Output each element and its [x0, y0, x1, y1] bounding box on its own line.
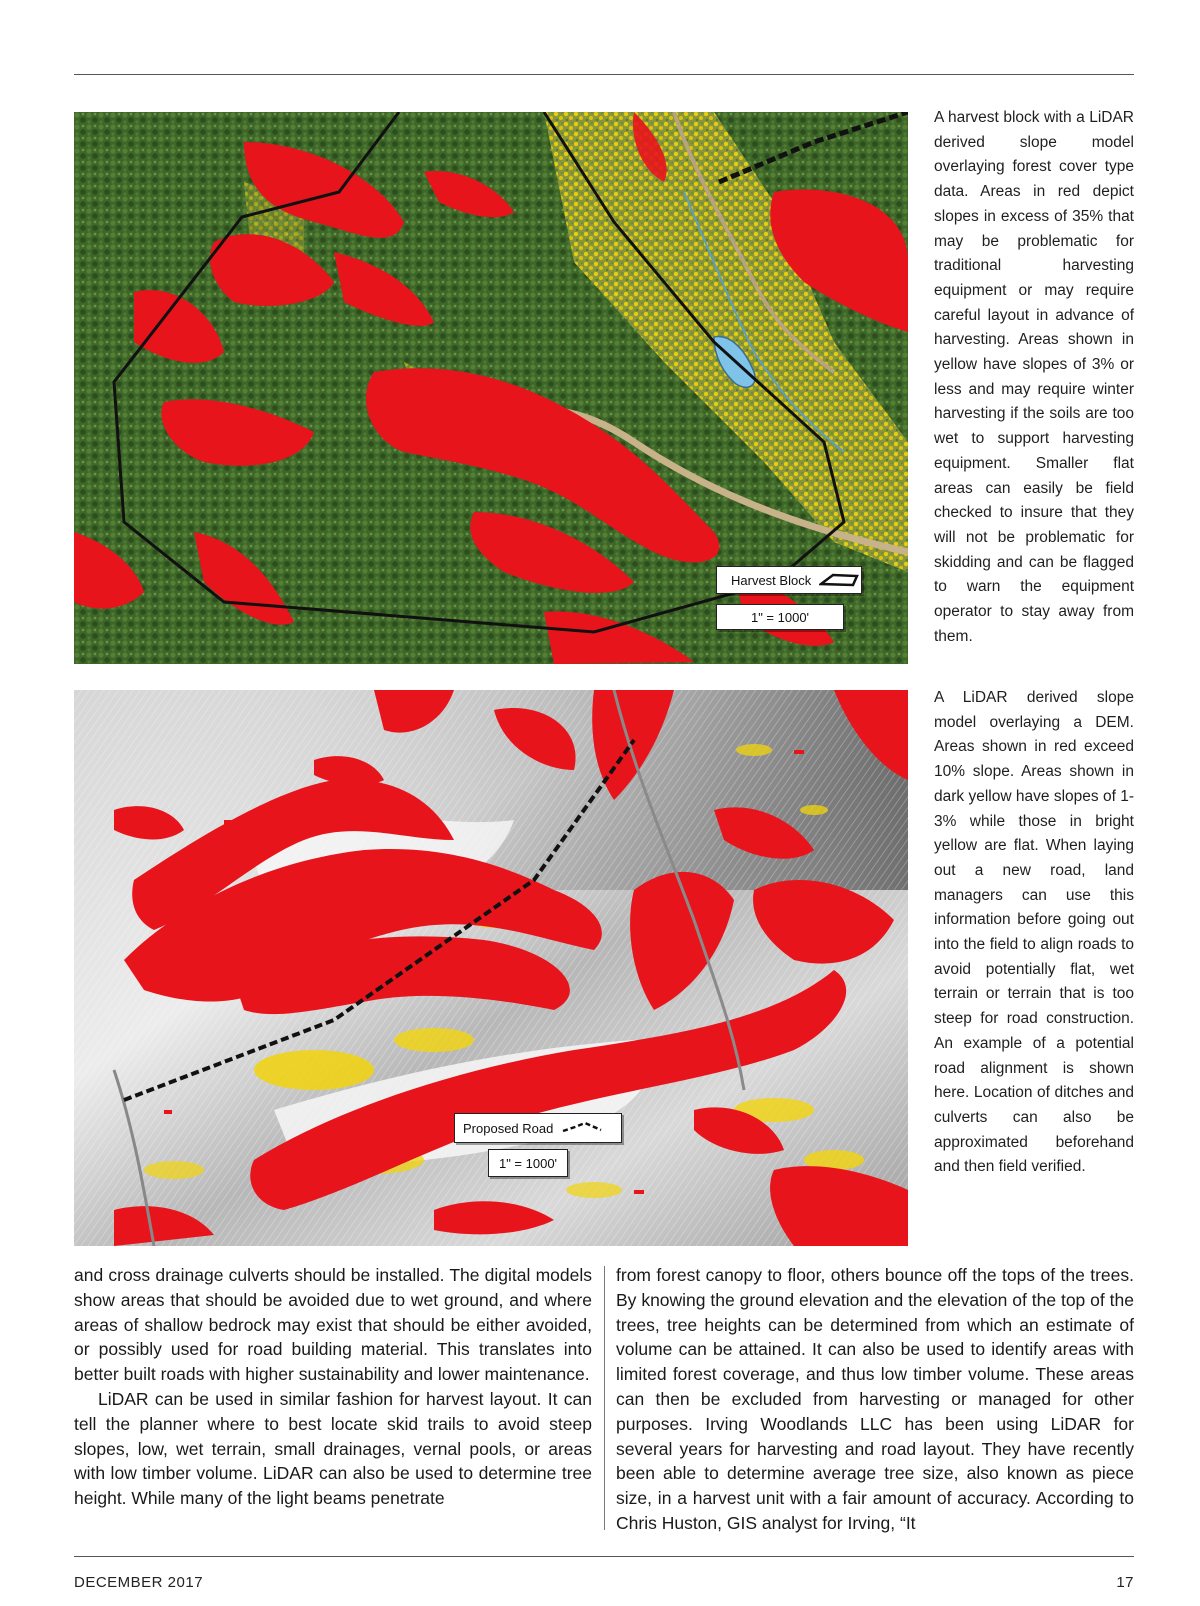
issue-date: DECEMBER 2017 [74, 1574, 204, 1591]
column-divider [604, 1266, 605, 1530]
body-column-left [74, 1263, 592, 1511]
body-left-paragraph-1: and cross drainage culverts should be installed. The digital models show areas that should be avoided due to wet ground, and where areas of shallow bedrock may exist that should be either avoided, or possibly used for road building material. This translates into better built roads with higher sustainability and lower maintenance. [74, 1265, 592, 1385]
harvest-block-legend-symbol [819, 573, 859, 587]
dem-slope-caption: A LiDAR derived slope model overlaying a DEM. Areas shown in red exceed 10% slope. Areas shown in dark yellow have slopes of 1-3% while those in bright yellow are flat. When laying out a new road, land managers can use this information before going out into the field to align roads to avoid potentially flat, wet terrain or terrain that is too steep for road construction. An example of a potential road alignment is shown here. Location of ditches and culverts can also be approximated beforehand and then field verified. [934, 689, 1134, 1176]
header-rule [74, 74, 1134, 75]
footer-rule [74, 1556, 1134, 1557]
harvest-block-caption: A harvest block with a LiDAR derived slope model overlaying forest cover type data. Areas in red depict slopes in excess of 35% that may be problematic for traditional harvesting equipment or may require careful layout in advance of harvesting. Areas shown in yellow have slopes of 3% or less and may require winter harvesting if the soils are too wet to support harvesting equipment. Smaller flat areas can easily be field checked to insure that they will not be problematic for skidding and can be flagged to warn the equipment operator to stay away from them. [934, 109, 1134, 645]
body-right-paragraph-1: from forest canopy to floor, others bounce off the tops of the trees. By knowing the ground elevation and the elevation of the top of the trees, tree heights can be determined from which an estimate of volume can be attained. It can also be used to identify areas with limited forest coverage, and thus low timber volume. These areas can then be excluded from harvesting or managed for other purposes. Irving Woodlands LLC has been using LiDAR for several years for harvesting and road layout. They have recently been able to determine average tree size, also known as piece size, in a harvest unit with a fair amount of accuracy. According to Chris Huston, GIS analyst for Irving, “It [616, 1265, 1134, 1533]
body-column-right [616, 1263, 1134, 1536]
harvest-block-legend [716, 566, 862, 594]
page-number: 17 [1116, 1574, 1134, 1591]
harvest-block-scale-label: 1" = 1000' [750, 609, 810, 625]
proposed-road-scale-label: 1" = 1000' [498, 1155, 558, 1171]
proposed-road-legend-symbol [561, 1121, 605, 1135]
proposed-road-legend [454, 1113, 622, 1143]
proposed-road-scale [488, 1149, 568, 1177]
harvest-block-scale [716, 604, 844, 630]
proposed-road-legend-label: Proposed Road [463, 1120, 554, 1136]
body-left-paragraph-2: LiDAR can be used in similar fashion for harvest layout. It can tell the planner where to best locate skid trails to avoid steep slopes, low, wet terrain, small drainages, vernal pools, or areas with low timber volume. LiDAR can also be used to determine tree height. While many of the light beams penetrate [74, 1388, 592, 1509]
harvest-block-legend-label: Harvest Block [731, 572, 812, 588]
